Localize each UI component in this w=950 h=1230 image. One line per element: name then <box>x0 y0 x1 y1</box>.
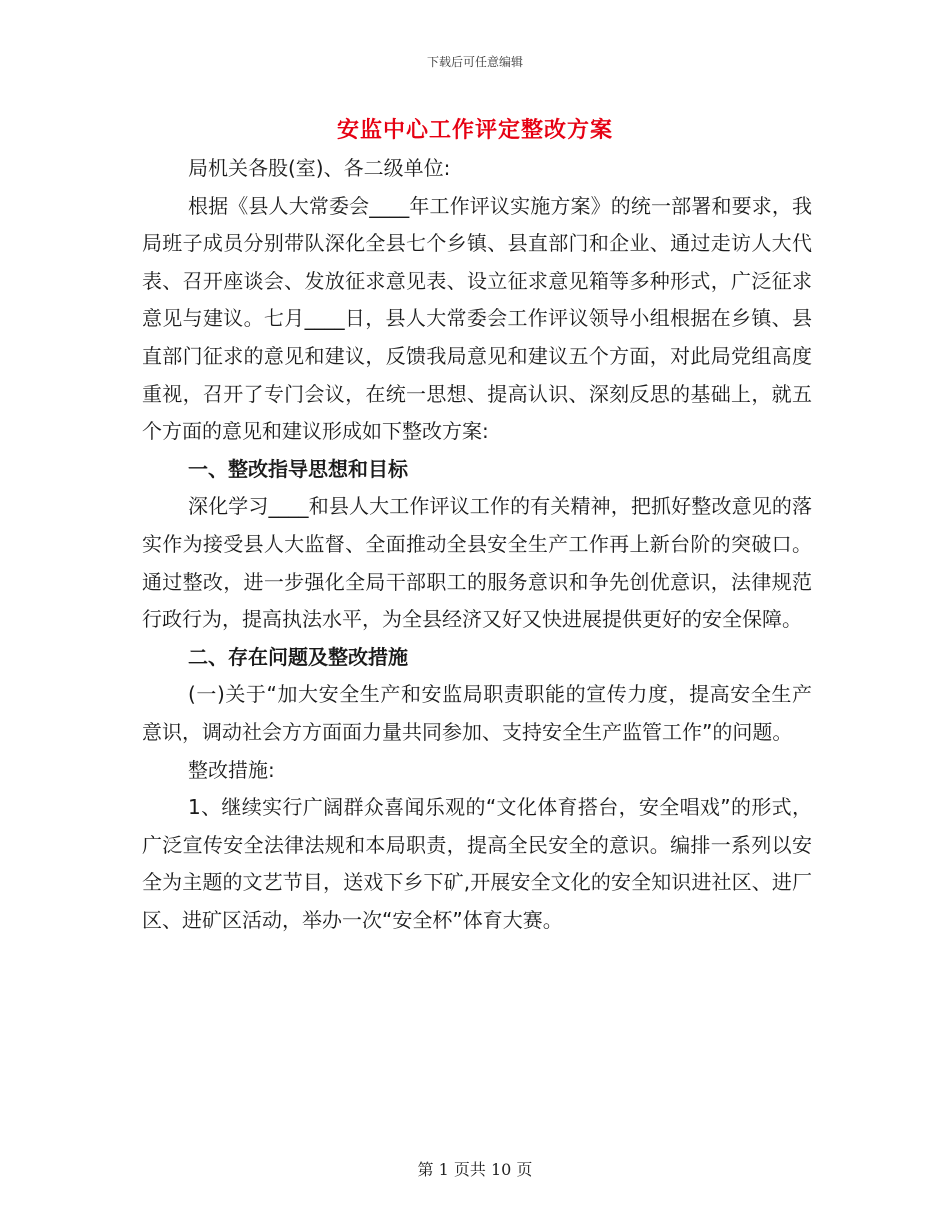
paragraph-goals: 深化学习____和县人大工作评议工作的有关精神，把抓好整改意见的落实作为接受县人大监督、全面推动全县安全生产工作再上新台阶的突破口。通过整改，进一步强化全局干部职工的服务意识和争先创优意识，法律规范行政行为，提高执法水平，为全县经济又好又快进展提供更好的安全保障。 <box>142 494 812 632</box>
section-heading-2: 二、存在问题及整改措施 <box>188 644 408 669</box>
paragraph-measures-label: 整改措施: <box>188 757 275 782</box>
paragraph-salutation: 局机关各股(室)、各二级单位: <box>188 156 451 180</box>
page-number: 第 1 页共 10 页 <box>417 1160 533 1179</box>
document-body <box>142 150 812 939</box>
paragraph-issue-1: (一)关于“加大安全生产和安监局职责职能的宣传力度，提高安全生产意识，调动社会方方面面力量共同参加、支持安全生产监管工作”的问题。 <box>142 682 812 744</box>
document-title: 安监中心工作评定整改方案 <box>336 118 613 143</box>
section-heading-1: 一、整改指导思想和目标 <box>188 456 408 481</box>
page-header: 下载后可任意编辑 <box>426 55 523 69</box>
paragraph-intro: 根据《县人大常委会____年工作评议实施方案》的统一部署和要求，我局班子成员分别带队深化全县七个乡镇、县直部门和企业、通过走访人大代表、召开座谈会、发放征求意见表、设立征求意见箱等多种形式，广泛征求意见与建议。七月____日，县人大常委会工作评议领导小组根据在乡镇、县直部门征求的意见和建议，反馈我局意见和建议五个方面，对此局党组高度重视，召开了专门会议，在统一思想、提高认识、深刻反思的基础上，就五个方面的意见和建议形成如下整改方案: <box>142 193 812 444</box>
paragraph-measure-1: 1、继续实行广阔群众喜闻乐观的“文化体育搭台，安全唱戏”的形式，广泛宣传安全法律法规和本局职责，提高全民安全的意识。编排一系列以安全为主题的文艺节目，送戏下乡下矿,开展安全文化的安全知识进社区、进厂区、进矿区活动，举办一次“安全杯”体育大赛。 <box>142 795 812 932</box>
